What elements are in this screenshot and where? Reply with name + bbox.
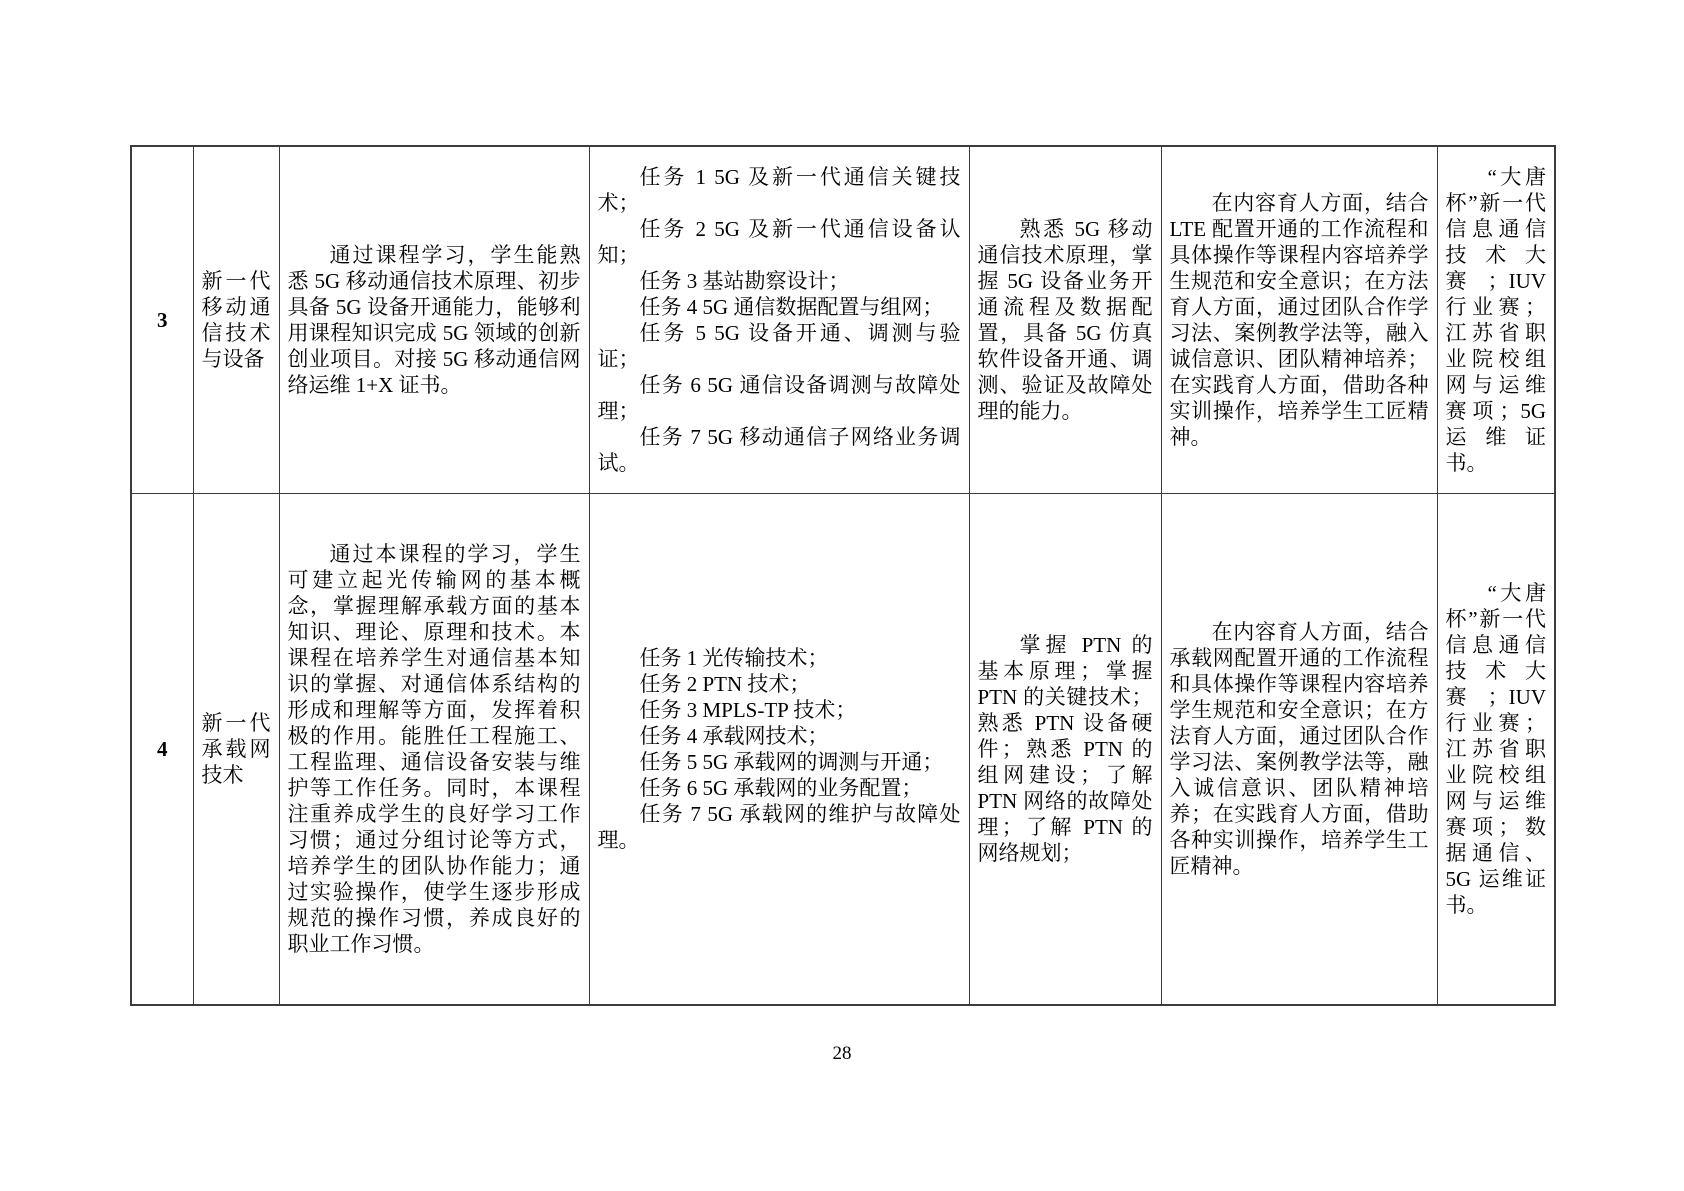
course-description: 通过课程学习，学生能熟悉 5G 移动通信技术原理、初步具备 5G 设备开通能力，能够利用课程知识完成 5G 领域的创新创业项目。对接 5G 移动通信网络运维 1+X 证书。 [287,242,581,397]
curriculum-table [130,145,1556,1006]
moral-education-cell [1161,146,1437,493]
skills-text: 熟悉 5G 移动通信技术原理，掌握 5G 设备业务开通流程及数据配置，具备 5G 仿真软件设备开通、调测、验证及故障处理的能力。 [977,216,1153,423]
course-name-cell [193,493,279,1005]
course-name: 新一代移动通信技术与设备 [201,268,271,371]
course-description-cell [279,493,589,1005]
awards-text: “大唐杯”新一代信息通信技术大赛；IUV 行业赛；江苏省职业院校组网与运维赛项；5G 运维证书。 [1445,164,1546,475]
moral-education-text: 在内容育人方面，结合承载网配置开通的工作流程和具体操作等课程内容培养学生规范和安全意识；在方法育人方面，通过团队合作学习法、案例教学法等，融入诚信意识、团队精神培养；在实践育人方面，借助各种实训操作，培养学生工匠精神。 [1169,619,1429,878]
task-item: 任务 7 5G 移动通信子网络业务调试。 [597,424,961,475]
task-item: 任务 1 5G 及新一代通信关键技术； [597,164,961,215]
skills-text: 掌握 PTN 的基本原理；掌握 PTN 的关键技术；熟悉 PTN 设备硬件；熟悉 PTN 的组网建设；了解 PTN 网络的故障处理；了解 PTN 的网络规划； [977,632,1153,865]
course-description: 通过本课程的学习，学生可建立起光传输网的基本概念，掌握理解承载方面的基本知识、理论、原理和技术。本课程在培养学生对通信基本知识的掌握、对通信体系结构的形成和理解等方面，发挥着积极的作用。能胜任工程施工、工程监理、通信设备安装与维护等工作任务。同时，本课程注重养成学生的良好学习工作习惯；通过分组讨论等方式，培养学生的团队协作能力；通过实验操作，使学生逐步形成规范的操作习惯，养成良好的职业工作习惯。 [287,541,581,956]
skills-cell [969,493,1161,1005]
task-item: 任务 5 5G 设备开通、调测与验证； [597,320,961,371]
row-index: 4 [157,736,168,761]
task-item: 任务 6 5G 通信设备调测与故障处理； [597,372,961,423]
course-name-cell [193,146,279,493]
task-item: 任务 4 承载网技术； [639,723,829,748]
page-number: 28 [832,1043,852,1064]
table-row [131,146,1555,493]
task-item: 任务 2 5G 及新一代通信设备认知； [597,216,961,267]
awards-cell [1437,146,1555,493]
moral-education-text: 在内容育人方面，结合 LTE 配置开通的工作流程和具体操作等课程内容培养学生规范和安全意识；在方法育人方面，通过团队合作学习法、案例教学法等，融入诚信意识、团队精神培养；在实践育人方面，借助各种实训操作，培养学生工匠精神。 [1169,190,1429,449]
table-row [131,493,1555,1005]
course-description-cell [279,146,589,493]
row-index-cell [131,146,193,493]
moral-education-cell [1161,493,1437,1005]
row-index: 3 [157,307,168,332]
task-item: 任务 6 5G 承载网的业务配置； [639,775,923,800]
task-item: 任务 3 MPLS-TP 技术； [639,697,857,722]
tasks-cell [589,493,969,1005]
tasks-cell [589,146,969,493]
task-item: 任务 4 5G 通信数据配置与组网； [639,294,944,319]
task-item: 任务 5 5G 承载网的调测与开通； [639,749,944,774]
row-index-cell [131,493,193,1005]
awards-text: “大唐杯”新一代信息通信技术大赛；IUV 行业赛；江苏省职业院校组网与运维赛项；数据通信、5G 运维证书。 [1445,580,1546,917]
awards-cell [1437,493,1555,1005]
task-item: 任务 1 光传输技术； [639,645,829,670]
course-name: 新一代承载网技术 [201,710,271,787]
task-item: 任务 3 基站勘察设计； [639,268,850,293]
skills-cell [969,146,1161,493]
task-item: 任务 2 PTN 技术； [639,671,811,696]
task-item: 任务 7 5G 承载网的维护与故障处理。 [597,801,961,852]
